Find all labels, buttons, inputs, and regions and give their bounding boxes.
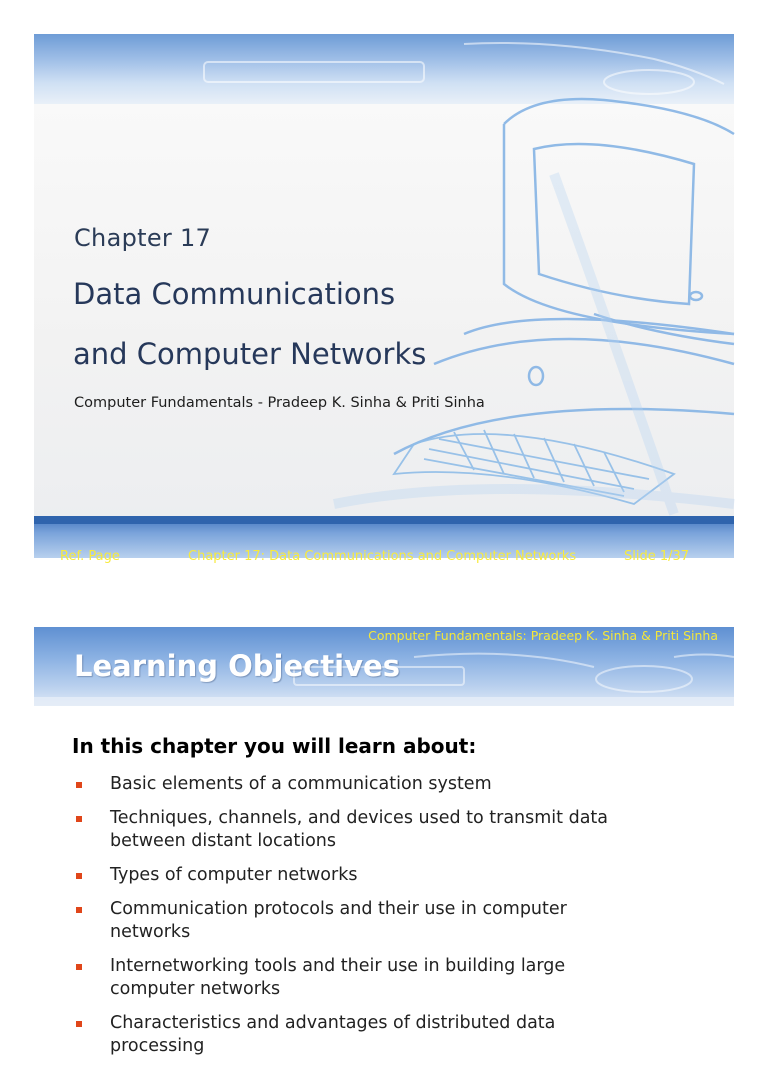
list-item	[72, 1012, 712, 1058]
title-line-2: and Computer Networks	[73, 337, 427, 371]
list-item	[72, 898, 712, 944]
bullet-icon	[76, 782, 82, 788]
objective-text: Characteristics and advantages of distributed data processing	[110, 1013, 556, 1056]
slide-bottom-stripe	[34, 516, 734, 524]
bullet-icon	[76, 873, 82, 879]
objectives-intro: In this chapter you will learn about:	[72, 734, 477, 758]
list-item	[72, 773, 712, 796]
objective-text: Techniques, channels, and devices used to transmit data between distant locations	[110, 808, 609, 851]
title-slide	[34, 34, 734, 558]
footer-chapter-title: Chapter 17: Data Communications and Computer Networks	[188, 549, 577, 564]
objective-text: Internetworking tools and their use in building large computer networks	[110, 956, 566, 999]
footer-slide-number: Slide 1/37	[624, 549, 690, 564]
bullet-icon	[76, 907, 82, 913]
footer-ref-page: Ref. Page	[60, 549, 120, 564]
objective-text: Communication protocols and their use in computer networks	[110, 899, 567, 942]
objectives-header	[34, 627, 734, 706]
bullet-icon	[76, 816, 82, 822]
bullet-icon	[76, 1021, 82, 1027]
bullet-icon	[76, 964, 82, 970]
slide-title: Learning Objectives	[74, 649, 400, 683]
objectives-list	[72, 773, 712, 1069]
list-item	[72, 955, 712, 1001]
objective-text: Types of computer networks	[110, 865, 358, 885]
slide-footer	[34, 549, 734, 569]
list-item	[72, 864, 712, 887]
objective-text: Basic elements of a communication system	[110, 774, 492, 794]
title-line-1: Data Communications	[73, 277, 396, 311]
list-item	[72, 807, 712, 853]
objectives-slide	[34, 627, 734, 1056]
book-credit: Computer Fundamentals: Pradeep K. Sinha & Priti Sinha	[368, 628, 718, 643]
book-subtitle: Computer Fundamentals - Pradeep K. Sinha & Priti Sinha	[74, 395, 485, 411]
chapter-label: Chapter 17	[74, 224, 212, 252]
